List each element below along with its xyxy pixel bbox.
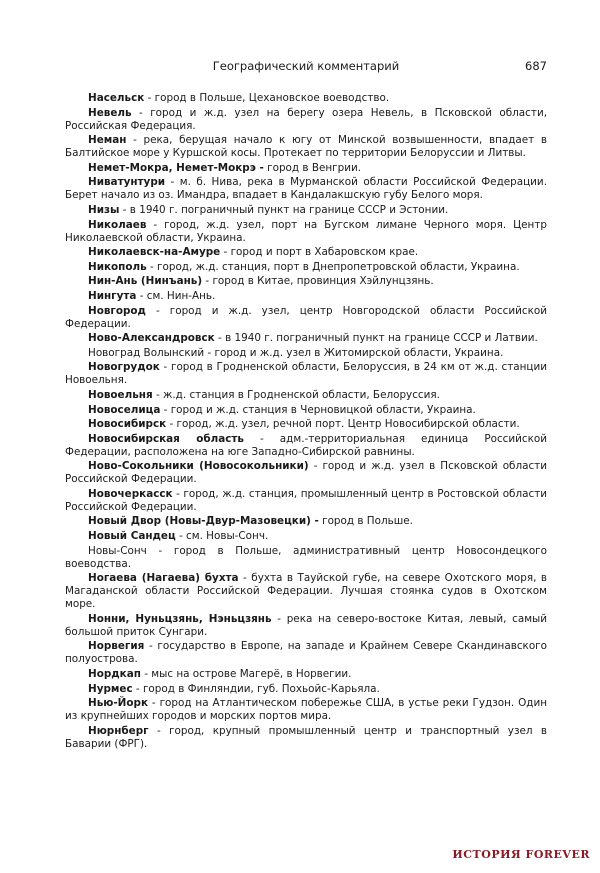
glossary-entry bbox=[65, 107, 547, 133]
entry-definition: - город в Финляндии, губ. Похьойс-Карьяла. bbox=[132, 682, 380, 695]
entry-term: Ниватунтури bbox=[88, 176, 166, 189]
entry-term: Ногаева (Нагаева) бухта bbox=[88, 572, 239, 585]
entry-term: Новоельня bbox=[88, 388, 153, 401]
watermark-logo: ИСТОРИЯ FOREVER bbox=[452, 848, 590, 861]
entry-definition: - город, ж.д. узел, порт на Бугском лимане Черного моря. Центр Николаевской области, Украина. bbox=[65, 218, 547, 244]
entry-definition: - см. Новы-Сонч. bbox=[175, 530, 269, 543]
entry-definition: - город и ж.д. узел в Псковской области Российской Федерации. bbox=[65, 460, 547, 486]
glossary-entries bbox=[65, 92, 547, 752]
entry-definition: - город и ж.д. станция в Черновицкой области, Украина. bbox=[160, 403, 476, 416]
entry-term: Норвегия bbox=[88, 640, 145, 653]
entry-definition: - река на северо-востоке Китая, левый, самый большой приток Сунгари. bbox=[65, 612, 547, 638]
entry-term: Немет-Мокра, Немет-Мокрэ - bbox=[88, 161, 264, 174]
entry-term: Ново-Сокольники (Новосокольники) bbox=[88, 460, 309, 473]
entry-term: Нонни, Нуньцзянь, Нэньцзянь bbox=[88, 612, 272, 625]
entry-term: Нингута bbox=[88, 289, 137, 302]
entry-term: Новгород bbox=[88, 304, 146, 317]
entry-definition: - город на Атлантическом побережье США, в устье реки Гудзон. Один из крупнейших городов и морских портов мира. bbox=[65, 697, 547, 723]
entry-definition: - город, крупный промышленный центр и транспортный узел в Баварии (ФРГ). bbox=[65, 724, 547, 750]
entry-definition: - город в Польше, Цехановское воеводство. bbox=[144, 92, 390, 104]
glossary-entry bbox=[65, 246, 547, 259]
entry-definition: Новоград Волынский - город и ж.д. узел в Житомирской области, Украина. bbox=[88, 346, 504, 359]
entry-term: Николаев bbox=[88, 218, 147, 231]
glossary-entry bbox=[65, 290, 547, 303]
entry-term: Никополь bbox=[88, 260, 147, 273]
entry-definition: - город и ж.д. узел, центр Новгородской области Российской Федерации. bbox=[65, 304, 547, 330]
entry-definition: - город и порт в Хабаровском крае. bbox=[220, 246, 419, 259]
entry-definition: Новы-Сонч - город в Польше, административный центр Новосондецкого воеводства. bbox=[65, 544, 547, 570]
entry-definition: - м. б. Нива, река в Мурманской области Российской Федерации. Берет начало из оз. Имандра, впадает в Кандалакшскую губу Белого моря. bbox=[65, 176, 547, 202]
entry-term: Нин-Ань (Нинъань) bbox=[88, 275, 203, 288]
glossary-entry bbox=[65, 640, 547, 666]
glossary-entry bbox=[65, 204, 547, 217]
entry-definition: - город, ж.д. узел, речной порт. Центр Новосибирской области. bbox=[166, 418, 520, 431]
glossary-entry bbox=[65, 668, 547, 681]
entry-term: Низы bbox=[88, 203, 120, 216]
header-title: Географический комментарий bbox=[212, 59, 400, 73]
glossary-entry bbox=[65, 361, 547, 387]
page-number: 687 bbox=[525, 59, 547, 73]
entry-term: Николаевск-на-Амуре bbox=[88, 246, 221, 259]
entry-term: Нурмес bbox=[88, 682, 133, 695]
glossary-entry bbox=[65, 389, 547, 402]
entry-term: Нью-Йорк bbox=[88, 697, 149, 710]
entry-term: Новосибирск bbox=[88, 418, 167, 431]
glossary-entry bbox=[65, 697, 547, 723]
entry-term: Неман bbox=[88, 134, 127, 147]
entry-definition: - в 1940 г. пограничный пункт на границе СССР и Эстонии. bbox=[119, 203, 449, 216]
glossary-entry bbox=[65, 433, 547, 459]
glossary-entry bbox=[65, 176, 547, 202]
glossary-entry bbox=[65, 418, 547, 431]
entry-definition: - адм.-территориальная единица Российской Федерации, расположена на юге Западно-Сибирской равнины. bbox=[65, 432, 547, 458]
entry-definition: - государство в Европе, на западе и Крайнем Севере Скандинавского полуострова. bbox=[65, 640, 547, 666]
glossary-entry bbox=[65, 613, 547, 639]
glossary-entry bbox=[65, 162, 547, 175]
entry-definition: - см. Нин-Ань. bbox=[136, 289, 216, 302]
glossary-entry bbox=[65, 332, 547, 345]
glossary-entry bbox=[65, 683, 547, 696]
glossary-entry bbox=[65, 404, 547, 417]
entry-definition: - мыс на острове Магерё, в Норвегии. bbox=[140, 668, 352, 681]
entry-definition: - бухта в Тауйской губе, на севере Охотского моря, в Магаданской области Российской Федерации. Лучшая стоянка судов в Охотском море. bbox=[65, 572, 547, 611]
entry-term: Новогрудок bbox=[88, 361, 160, 374]
entry-term: Новый Двор (Новы-Двур-Мазовецки) - bbox=[88, 515, 319, 528]
entry-definition: - город и ж.д. узел на берегу озера Невель, в Псковской области, Российская Федерация. bbox=[65, 106, 547, 132]
glossary-entry bbox=[65, 572, 547, 611]
entry-term: Новочеркасск bbox=[88, 487, 173, 500]
glossary-entry bbox=[65, 515, 547, 528]
entry-term: Ново-Александровск bbox=[88, 332, 215, 345]
glossary-entry bbox=[65, 92, 547, 105]
entry-definition: - город, ж.д. станция, порт в Днепропетровской области, Украина. bbox=[146, 260, 520, 273]
glossary-entry bbox=[65, 530, 547, 543]
glossary-entry bbox=[65, 488, 547, 514]
glossary-entry bbox=[65, 305, 547, 331]
entry-definition: - город, ж.д. станция, промышленный центр в Ростовской области Российской Федерации. bbox=[65, 487, 547, 513]
entry-term: Невель bbox=[88, 106, 132, 119]
glossary-entry bbox=[65, 725, 547, 751]
entry-term: Нордкап bbox=[88, 668, 141, 681]
entry-definition: - ж.д. станция в Гродненской области, Белоруссия. bbox=[152, 388, 440, 401]
running-header bbox=[65, 59, 547, 75]
glossary-entry bbox=[65, 219, 547, 245]
entry-term: Новосибирская область bbox=[88, 432, 244, 445]
entry-term: Насельск bbox=[88, 92, 145, 104]
glossary-entry bbox=[65, 347, 547, 360]
entry-definition: - город в Гродненской области, Белоруссия, в 24 км от ж.д. станции Новоельня. bbox=[65, 361, 547, 387]
glossary-entry bbox=[65, 134, 547, 160]
entry-definition: - в 1940 г. пограничный пункт на границе СССР и Латвии. bbox=[214, 332, 538, 345]
glossary-entry bbox=[65, 460, 547, 486]
glossary-entry bbox=[65, 275, 547, 288]
entry-definition: город в Польше. bbox=[318, 515, 413, 528]
entry-definition: город в Венгрии. bbox=[263, 161, 362, 174]
glossary-entry bbox=[65, 261, 547, 274]
entry-term: Новоселица bbox=[88, 403, 161, 416]
entry-term: Новый Сандец bbox=[88, 530, 176, 543]
entry-term: Нюрнберг bbox=[88, 724, 149, 737]
entry-definition: - река, берущая начало к югу от Минской возвышенности, впадает в Балтийское море у Куршской косы. Протекает по территории Белоруссии и Литвы. bbox=[65, 134, 547, 160]
entry-definition: - город в Китае, провинция Хэйлунцзянь. bbox=[202, 275, 434, 288]
glossary-entry bbox=[65, 545, 547, 571]
